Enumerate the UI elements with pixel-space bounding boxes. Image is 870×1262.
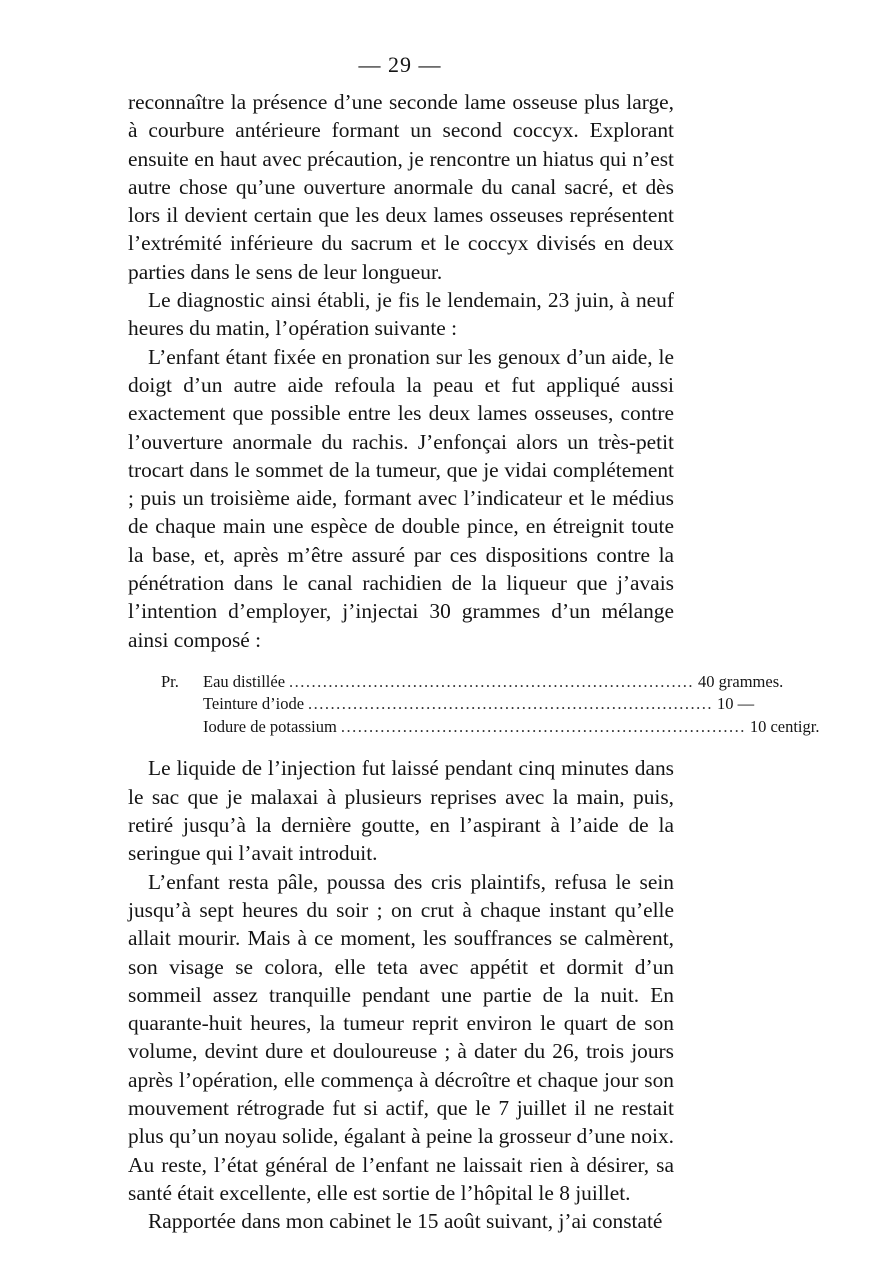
prescription-list (161, 671, 820, 739)
ingredient-quantity: 10 — (717, 694, 755, 714)
prescription-row (161, 671, 784, 694)
ingredient-name: Teinture d’iode (203, 694, 305, 714)
ingredient-quantity: 40 grammes. (698, 671, 784, 691)
paragraph: Le diagnostic ainsi établi, je fis le lendemain, 23 juin, à neuf heures du matin, l’opération suivante : (128, 288, 674, 341)
leader-dots: ........................................................................ (289, 671, 695, 691)
paragraph-continuation: reconnaître la présence d’une seconde lame osseuse plus large, à courbure antérieure formant un second coccyx. Explorant ensuite en haut avec précaution, je rencontre un hiatus qui n’est autre chose qu’une ouverture anormale du canal sacré, et dès lors il devient certain que les deux lames osseuses représentent l’extrémité inférieure du sacrum et le coccyx divisés en deux parties dans le sens de leur longueur. (128, 90, 674, 284)
prescription-row (161, 716, 820, 739)
prescription-row (161, 693, 755, 716)
paragraph: L’enfant étant fixée en pronation sur les genoux d’un aide, le doigt d’un autre aide refoula la peau et fut appliqué aussi exactement que possible entre les deux lames osseuses, contre l’ouverture anormale du rachis. J’enfonçai alors un très-petit trocart dans le sommet de la tumeur, que je vidai complétement ; puis un troisième aide, formant avec l’indicateur et le médius de chaque main une espèce de double pince, en étreignit toute la base, et, après m’être assuré par ces dispositions contre la pénétration dans le canal rachidien de la liqueur que j’avais l’intention d’employer, j’injectai 30 grammes d’un mélange ainsi composé : (128, 344, 674, 652)
body-text (128, 88, 820, 1235)
page-number: — 29 — (358, 52, 442, 77)
ingredient-name: Iodure de potassium (203, 716, 337, 736)
leader-dots: ........................................................................ (308, 694, 714, 714)
ingredient-name: Eau distillée (203, 671, 286, 691)
paragraph: Le liquide de l’injection fut laissé pendant cinq minutes dans le sac que je malaxai à plusieurs reprises avec la main, puis, retiré jusqu’à la dernière goutte, en l’aspirant à l’aide de la seringue qui l’avait introduit. (128, 756, 674, 866)
leader-dots: ........................................................................ (340, 716, 746, 736)
ingredient-quantity: 10 centigr. (749, 716, 820, 736)
prescription-prefix: Pr. (161, 671, 179, 691)
paragraph: Rapportée dans mon cabinet le 15 août suivant, j’ai constaté (148, 1209, 663, 1234)
paragraph: L’enfant resta pâle, poussa des cris plaintifs, refusa le sein jusqu’à sept heures du soir ; on crut à chaque instant qu’elle allait mourir. Mais à ce moment, les souffrances se calmèrent, son visage se colora, elle teta avec appétit et dormit d’un sommeil assez tranquille pendant une partie de la nuit. En quarante-huit heures, la tumeur reprit environ le quart de son volume, devint dure et douloureuse ; à dater du 26, trois jours après l’opération, elle commença à décroître et chaque jour son mouvement rétrograde fut si actif, que le 7 juillet il ne restait plus qu’un noyau solide, égalant à peine la grosseur d’une noix. Au reste, l’état général de l’enfant ne laissait rien à désirer, sa santé était excellente, elle est sortie de l’hôpital le 8 juillet. (128, 869, 674, 1205)
